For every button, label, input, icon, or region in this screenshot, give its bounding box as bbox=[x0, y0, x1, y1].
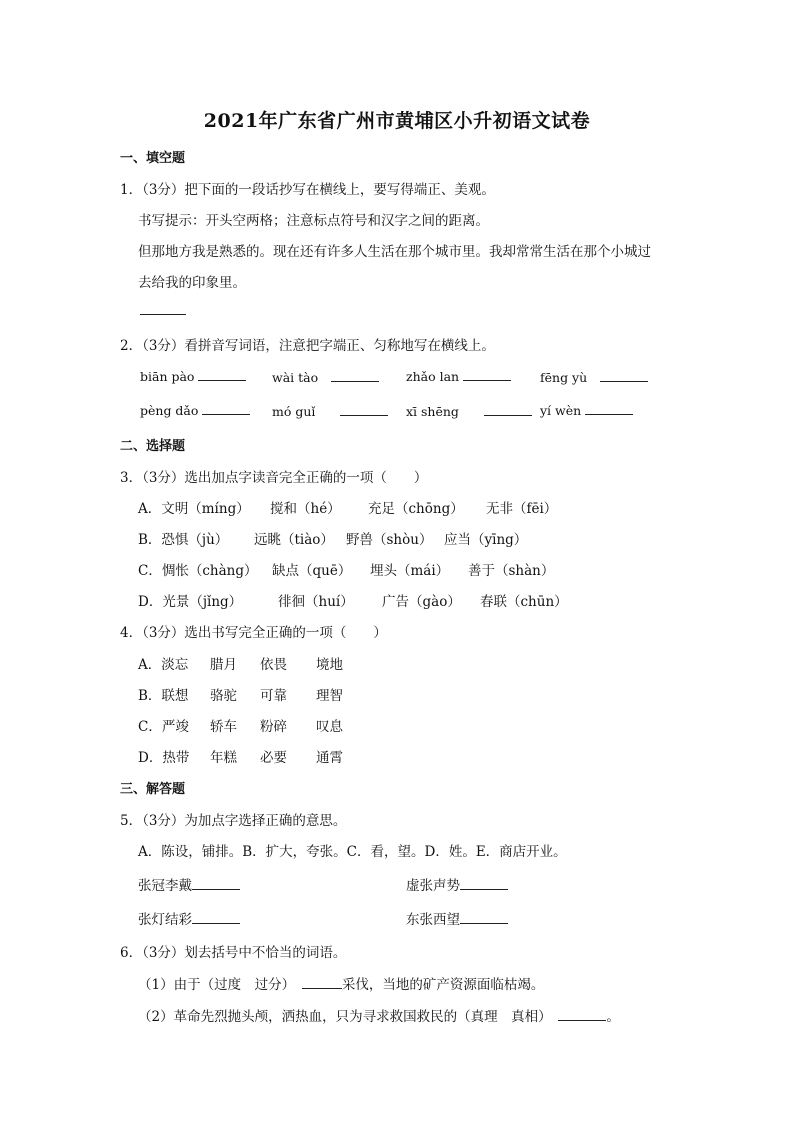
question-4-option-d-1[interactable]: D．热带 bbox=[138, 750, 190, 766]
question-3-option-d-2: 徘徊（huí） bbox=[278, 594, 354, 610]
pinyin-item: pèng dǎo bbox=[140, 402, 250, 418]
answer-blank[interactable] bbox=[484, 403, 532, 416]
question-3-option-c-2: 缺点（quē） bbox=[272, 563, 352, 579]
answer-blank[interactable] bbox=[192, 911, 240, 924]
question-3-option-d-4: 春联（chūn） bbox=[480, 594, 568, 610]
question-6-stem: 6．（3分）划去括号中不恰当的词语。 bbox=[120, 945, 347, 961]
answer-blank[interactable] bbox=[460, 877, 508, 890]
answer-blank[interactable] bbox=[585, 402, 633, 415]
question-4-option-b-3: 可靠 bbox=[260, 688, 287, 704]
question-1-passage-line1: 但那地方我是熟悉的。现在还有许多人生活在那个城市里。我却常常生活在那个小城过 bbox=[138, 244, 651, 260]
question-4-stem: 4．（3分）选出书写完全正确的一项（ ） bbox=[120, 625, 387, 641]
question-3-option-d-3: 广告（gào） bbox=[382, 594, 461, 610]
question-3-option-a-3: 充足（chōng） bbox=[368, 501, 464, 517]
question-1-passage-line2: 去给我的印象里。 bbox=[138, 275, 246, 291]
question-1-hint: 书写提示：开头空两格；注意标点符号和汉字之间的距离。 bbox=[138, 213, 489, 229]
question-4-option-b-2: 骆驼 bbox=[210, 688, 237, 704]
pinyin-item: fēng yù bbox=[540, 368, 648, 386]
question-4-option-a-3: 依畏 bbox=[260, 657, 287, 673]
question-3-option-a-1[interactable]: A．文明（míng） bbox=[138, 501, 250, 517]
question-3-option-c-3: 埋头（mái） bbox=[370, 563, 450, 579]
question-4-option-c-1[interactable]: C．严竣 bbox=[138, 719, 189, 735]
question-3-option-d-1[interactable]: D．光景（jǐng） bbox=[138, 594, 243, 610]
answer-blank[interactable] bbox=[192, 877, 240, 890]
question-3-option-c-1[interactable]: C．惆怅（chàng） bbox=[138, 563, 258, 579]
answer-blank[interactable] bbox=[340, 403, 388, 416]
pinyin-item: xī shēng bbox=[406, 402, 532, 420]
page-title: 2021年广东省广州市黄埔区小升初语文试卷 bbox=[203, 110, 591, 132]
pinyin-item: wài tào bbox=[272, 368, 379, 386]
question-4-option-b-4: 理智 bbox=[316, 688, 343, 704]
answer-blank[interactable] bbox=[302, 976, 342, 989]
answer-blank[interactable] bbox=[600, 369, 648, 382]
question-4-option-c-2: 轿车 bbox=[210, 719, 237, 735]
question-4-option-d-4: 通霄 bbox=[316, 750, 343, 766]
question-3-option-c-4: 善于（shàn） bbox=[468, 563, 555, 579]
section-heading-answer: 三、解答题 bbox=[120, 782, 186, 797]
answer-blank[interactable] bbox=[463, 368, 511, 381]
question-4-option-a-2: 腊月 bbox=[210, 657, 237, 673]
question-4-option-d-3: 必要 bbox=[260, 750, 287, 766]
question-3-option-b-3: 野兽（shòu） bbox=[346, 532, 433, 548]
section-heading-fill-blank: 一、填空题 bbox=[120, 151, 186, 166]
question-4-option-c-4: 叹息 bbox=[316, 719, 343, 735]
question-5-item: 张冠李戴 bbox=[138, 874, 240, 894]
pinyin-item: zhǎo lan bbox=[406, 368, 511, 384]
pinyin-item: biān pào bbox=[140, 368, 246, 384]
question-1-answer-line[interactable] bbox=[140, 302, 186, 315]
answer-blank[interactable] bbox=[198, 368, 246, 381]
question-4-option-a-4: 境地 bbox=[316, 657, 343, 673]
question-5-stem: 5．（3分）为加点字选择正确的意思。 bbox=[120, 813, 347, 829]
question-3-option-b-1[interactable]: B．恐惧（jù） bbox=[138, 532, 229, 548]
answer-blank[interactable] bbox=[202, 402, 250, 415]
question-4-option-d-2: 年糕 bbox=[210, 750, 237, 766]
answer-blank[interactable] bbox=[331, 369, 379, 382]
question-6-line-2: （2）革命先烈抛头颅，洒热血，只为寻求救国救民的（真理 真相） 。 bbox=[138, 1009, 620, 1025]
answer-blank[interactable] bbox=[460, 911, 508, 924]
question-3-option-b-2: 远眺（tiào） bbox=[254, 532, 334, 548]
question-3-option-a-2: 搅和（hé） bbox=[270, 501, 341, 517]
question-4-option-a-1[interactable]: A．淡忘 bbox=[138, 657, 189, 673]
answer-blank[interactable] bbox=[558, 1008, 606, 1021]
question-3-stem: 3．（3分）选出加点字读音完全正确的一项（ ） bbox=[120, 470, 428, 486]
pinyin-item: yí wèn bbox=[540, 402, 633, 418]
question-3-option-a-4: 无非（fēi） bbox=[486, 501, 558, 517]
question-2-stem: 2．（3分）看拼音写词语，注意把字端正、匀称地写在横线上。 bbox=[120, 338, 495, 354]
question-6-line-1: （1）由于（过度 过分） 采伐，当地的矿产资源面临枯竭。 bbox=[138, 977, 545, 993]
question-5-item: 虚张声势 bbox=[406, 874, 508, 894]
question-5-item: 东张西望 bbox=[406, 908, 508, 928]
question-4-option-c-3: 粉碎 bbox=[260, 719, 287, 735]
question-3-option-b-4: 应当（yīng） bbox=[444, 532, 528, 548]
section-heading-choice: 二、选择题 bbox=[120, 439, 186, 454]
question-1-stem: 1．（3分）把下面的一段话抄写在横线上，要写得端正、美观。 bbox=[120, 182, 495, 198]
question-4-option-b-1[interactable]: B．联想 bbox=[138, 688, 189, 704]
question-5-item: 张灯结彩 bbox=[138, 908, 240, 928]
pinyin-item: mó guǐ bbox=[272, 402, 388, 420]
question-5-options: A．陈设，铺排。B．扩大，夸张。C．看，望。D．姓。E．商店开业。 bbox=[138, 844, 567, 860]
